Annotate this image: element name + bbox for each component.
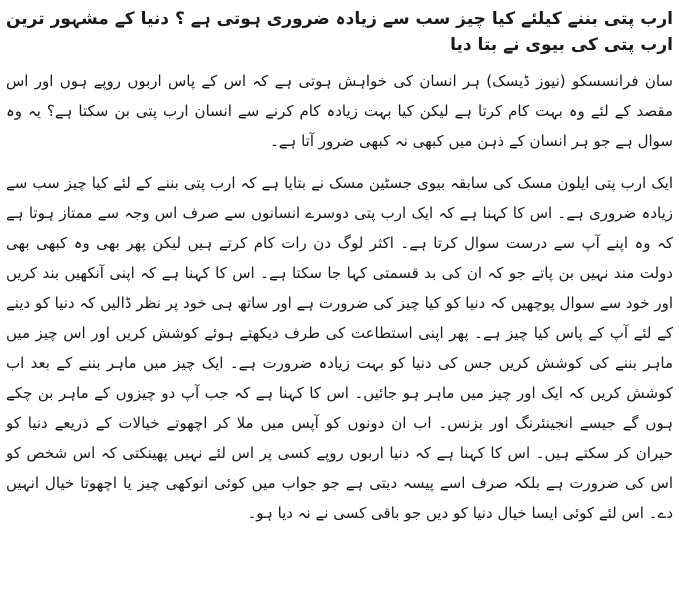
article-paragraph-intro: سان فرانسسکو (نیوز ڈیسک) ہر انسان کی خواہش ہوتی ہے کہ اس کے پاس اربوں روپے ہوں اور اس مقصد کے لئے وہ بہت کام کرتا ہے لیکن کیا بہت زیادہ کام کرنے سے انسان ارب پتی بن سکتا ہے؟ یہ وہ سوال ہے جو ہر انسان کے ذہن میں کبھی نہ کبھی ضرور آتا ہے۔ <box>6 72 673 150</box>
article-paragraph-body: ایک ارب پتی ایلون مسک کی سابقہ بیوی جسٹین مسک نے بتایا ہے کہ ارب پتی بننے کے لئے کیا چیز سب سے زیادہ ضروری ہے۔ اس کا کہنا ہے کہ ایک ارب پتی دوسرے انسانوں سے صرف اس وجہ سے ممتاز ہوتا ہے کہ وہ اپنے آپ سے درست سوال کرتا ہے۔ اکثر لوگ دن رات کام کرتے ہیں لیکن پھر بھی وہ کبھی بھی دولت مند نہیں بن پاتے جو کہ ان کی بد قسمتی کہا جا سکتا ہے۔ اس کا کہنا ہے کہ اپنی آنکھیں بند کریں اور خود سے سوال پوچھیں کہ دنیا کو کیا چیز کی ضرورت ہے اور ساتھ ہی خود پر نظر ڈالیں کہ دنیا کو دینے کے لئے آپ کے پاس کیا چیز ہے۔ پھر اپنی استطاعت کی طرف دیکھتے ہوئے کوشش کریں اور اس چیز میں ماہر بننے کی کوشش کریں جس کی دنیا کو بہت زیادہ ضرورت ہے۔ ایک چیز میں ماہر بننے کے بعد اب کوشش کریں کہ ایک اور چیز میں ماہر ہو جائیں۔ اس کا کہنا ہے کہ جب آپ دو چیزوں کے ماہر بن چکے ہوں گے جیسے انجینئرنگ اور بزنس۔ اب ان دونوں کو آپس میں ملا کر اچھوتے خیالات کے ذریعے دنیا کو حیران کر سکتے ہیں۔ اس کا کہنا ہے کہ دنیا اربوں روپے کسی پر اس لئے نہیں پھینکتی کہ اس شخص کو اس کی ضرورت ہے بلکہ صرف اسے پیسہ دیتی ہے جو جواب میں کوئی انوکھی چیز یا اچھوتا خیال انہیں دے۔ اس لئے کوئی ایسا خیال دنیا کو دیں جو باقی کسی نے نہ دیا ہو۔ <box>6 174 673 522</box>
article-headline: ارب پتی بننے کیلئے کیا چیز سب سے زیادہ ضروری ہوتی ہے ؟ دنیا کے مشہور ترین ارب پتی کی بیوی نے بتا دیا <box>6 9 673 55</box>
